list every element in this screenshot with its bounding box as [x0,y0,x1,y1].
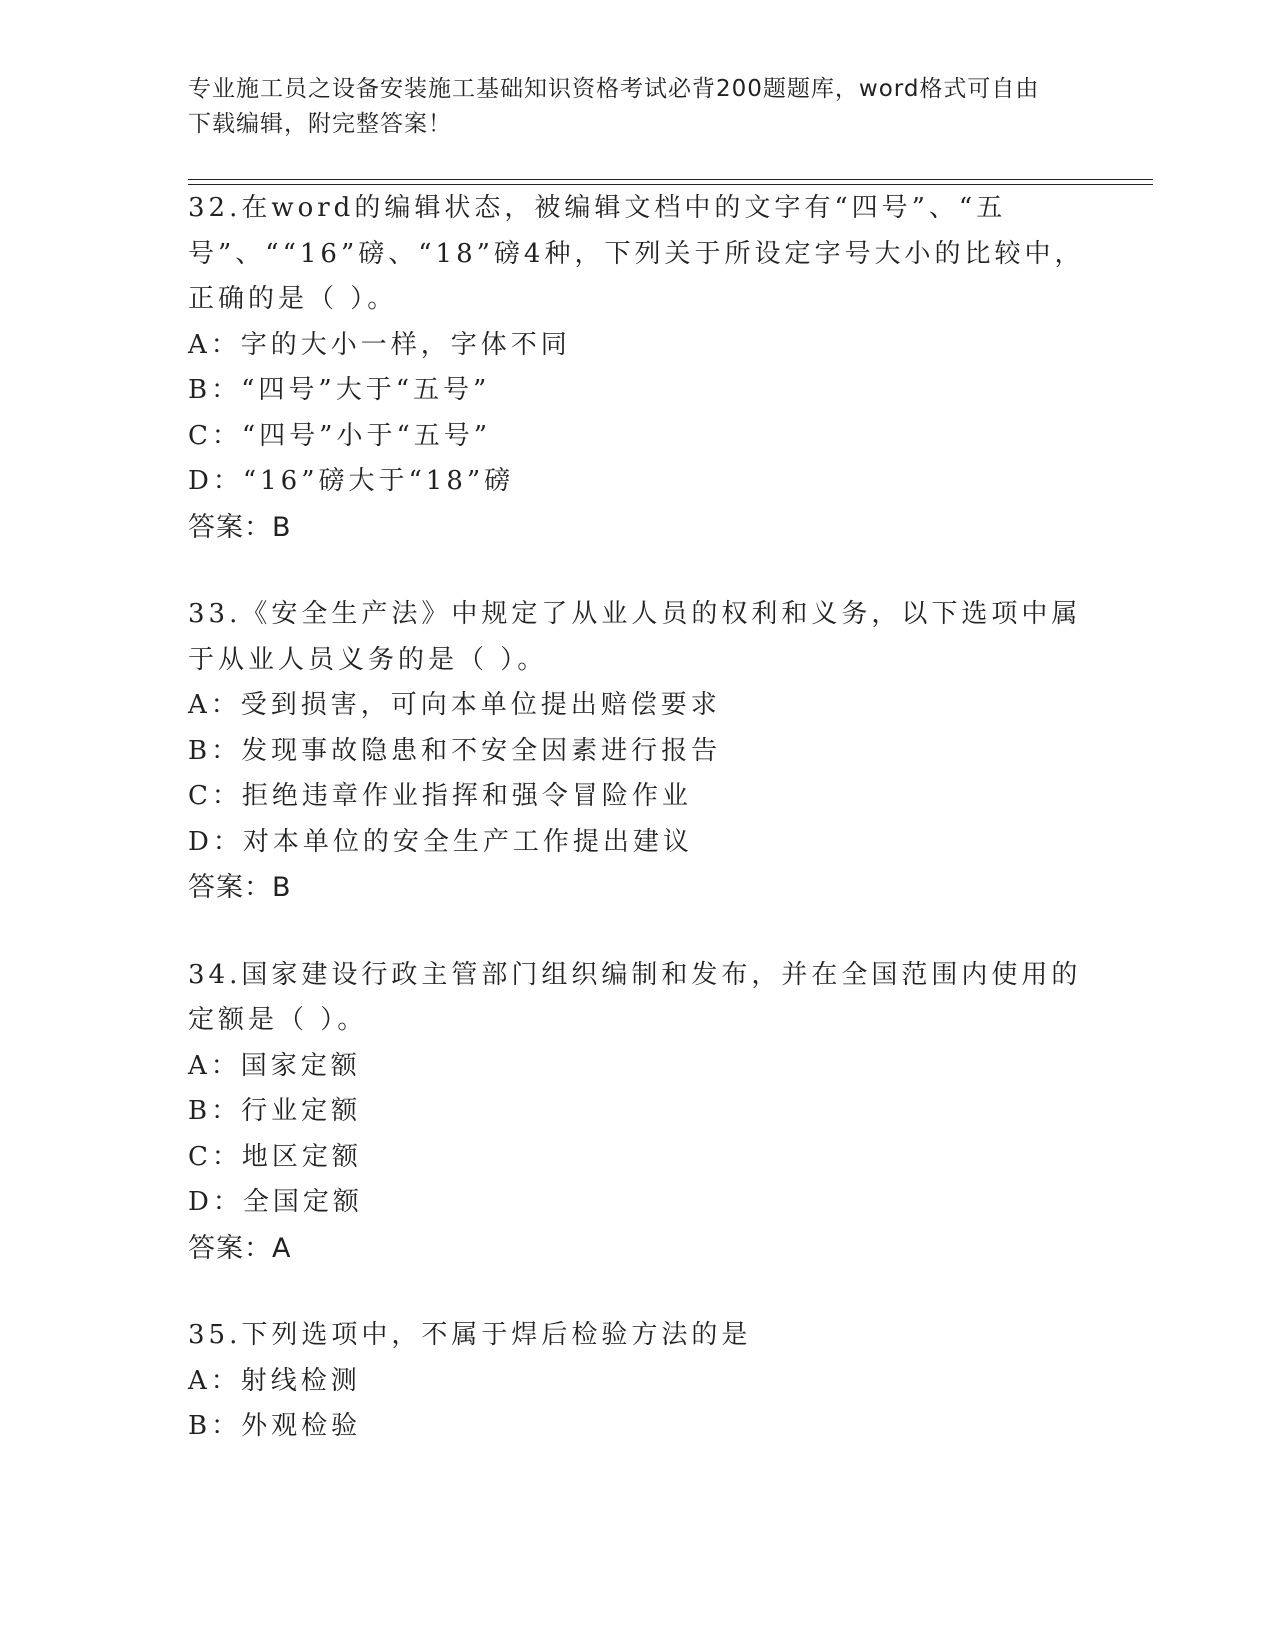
option-c: C：地区定额 [188,1141,362,1172]
header-divider-bottom [188,184,1153,185]
answer: 答案：B [188,511,292,543]
question-35 [188,1313,1148,1450]
answer: 答案：B [188,872,292,903]
header-divider-top [188,179,1153,180]
option-b: B：“四号”大于“五号” [188,375,491,405]
option-c: C：“四号”小于“五号” [188,420,492,451]
option-b: B：发现事故隐患和不安全因素进行报告 [188,735,722,766]
question-34 [188,953,1148,1272]
question-list [188,186,1148,1492]
question-32 [188,186,1148,550]
question-text: 35.下列选项中，不属于焊后检验方法的是 [188,1320,752,1350]
option-a: A：受到损害，可向本单位提出赔偿要求 [188,690,721,720]
option-a: A：字的大小一样，字体不同 [188,329,571,360]
question-text: 33.《安全生产法》中规定了从业人员的权利和义务，以下选项中属于从业人员义务的是（ ）。 [188,599,1082,675]
question-33 [188,592,1148,911]
option-a: A：射线检测 [188,1365,361,1396]
header-line-2: 下载编辑，附完整答案！ [188,111,452,137]
option-d: D：对本单位的安全生产工作提出建议 [188,826,693,857]
option-d: D：全国定额 [188,1187,363,1217]
option-b: B：行业定额 [188,1096,362,1126]
question-text: 34.国家建设行政主管部门组织编制和发布，并在全国范围内使用的定额是（ ）。 [188,959,1082,1035]
header-line-1: 专业施工员之设备安装施工基础知识资格考试必背200题题库，word格式可自由 [188,76,1040,102]
option-a: A：国家定额 [188,1050,361,1081]
answer: 答案：A [188,1232,292,1264]
option-d: D：“16”磅大于“18”磅 [188,466,515,496]
question-text: 32.在word的编辑状态，被编辑文档中的文字有“四号”、“五号”、““16”磅、“18”磅4种，下列关于所设定字号大小的比较中，正确的是（ ）。 [188,193,1085,314]
option-b: B：外观检验 [188,1411,362,1441]
document-header [188,72,1088,142]
option-c: C：拒绝违章作业指挥和强令冒险作业 [188,781,692,811]
